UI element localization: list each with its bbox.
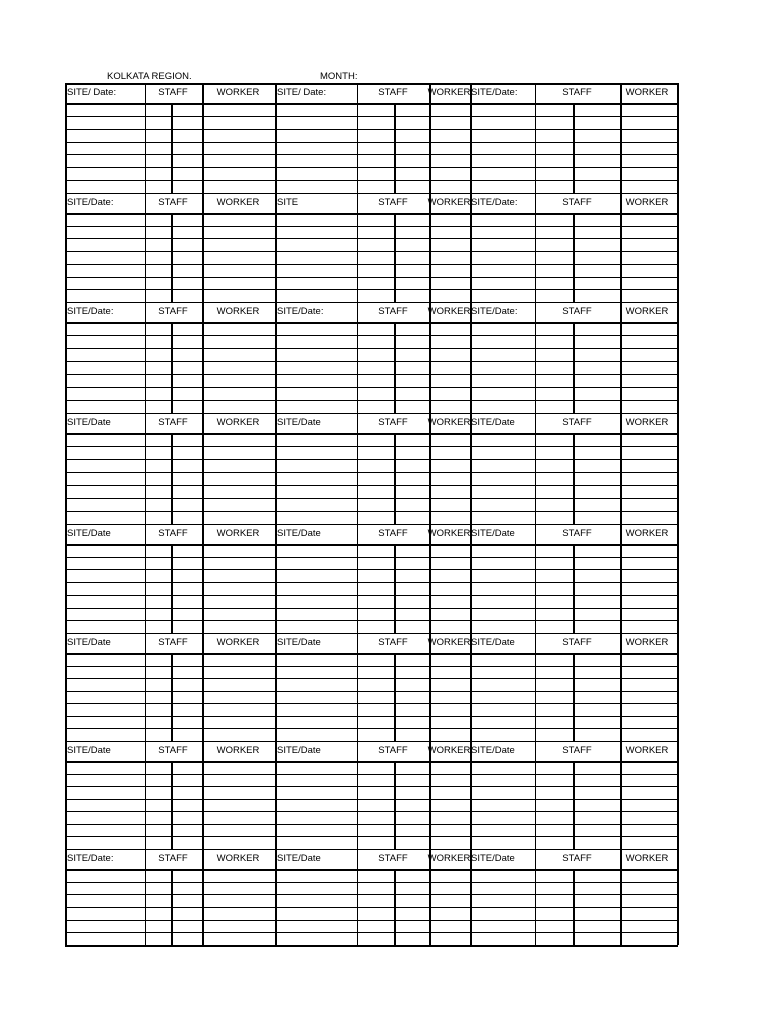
column-header: SITE/Date:	[471, 87, 518, 98]
grid-line	[65, 180, 678, 181]
column-header: WORKER	[216, 528, 260, 539]
grid-line	[171, 544, 173, 633]
grid-line	[65, 666, 678, 667]
grid-line	[171, 761, 173, 849]
grid-line	[394, 544, 396, 633]
month-label: MONTH:	[320, 71, 358, 82]
grid-line	[171, 322, 173, 413]
column-header: STAFF	[378, 197, 408, 208]
grid-line	[65, 728, 678, 729]
column-header: STAFF	[562, 417, 592, 428]
grid-line	[65, 774, 678, 775]
column-header: SITE/Date	[277, 528, 321, 539]
grid-line	[65, 459, 678, 460]
grid-line	[65, 264, 678, 265]
grid-line	[65, 691, 678, 692]
column-header: SITE/ Date:	[277, 87, 327, 98]
grid-line	[65, 251, 678, 252]
column-header: WORKER	[625, 306, 669, 317]
column-header: SITE/Date	[471, 853, 515, 864]
column-header: WORKER	[625, 745, 669, 756]
grid-line	[65, 322, 678, 324]
grid-line	[394, 213, 396, 302]
grid-line	[573, 213, 575, 302]
grid-line	[65, 226, 678, 227]
column-header: STAFF	[378, 87, 408, 98]
column-header: WORKER	[216, 745, 260, 756]
grid-line	[65, 761, 678, 763]
column-header: STAFF	[562, 87, 592, 98]
column-header: STAFF	[378, 637, 408, 648]
column-header: WORKER	[216, 853, 260, 864]
grid-line	[65, 498, 678, 499]
grid-line	[65, 335, 678, 336]
column-header: WORKER	[216, 306, 260, 317]
grid-line	[65, 741, 678, 742]
column-header: STAFF	[378, 528, 408, 539]
column-header: STAFF	[158, 637, 188, 648]
grid-line	[65, 524, 678, 525]
grid-line	[65, 633, 678, 634]
column-header: WORKER	[216, 87, 260, 98]
grid-line	[65, 932, 678, 933]
grid-line	[394, 869, 396, 945]
column-header: STAFF	[158, 528, 188, 539]
column-header: WORKER	[625, 528, 669, 539]
column-header: SITE/Date	[277, 637, 321, 648]
grid-line	[65, 154, 678, 155]
column-header: STAFF	[158, 853, 188, 864]
column-header: SITE/Date	[277, 745, 321, 756]
grid-line	[65, 920, 678, 921]
region-label: KOLKATA REGION.	[107, 71, 192, 82]
grid-line	[65, 485, 678, 486]
grid-line	[65, 289, 678, 290]
grid-line	[65, 653, 678, 655]
column-header: STAFF	[562, 528, 592, 539]
column-header: WORKER	[427, 528, 471, 539]
grid-line	[65, 511, 678, 512]
grid-line	[65, 557, 678, 558]
column-header: SITE/Date:	[67, 197, 114, 208]
column-header: STAFF	[378, 417, 408, 428]
column-header: WORKER	[625, 417, 669, 428]
column-header: WORKER	[427, 637, 471, 648]
grid-line	[573, 653, 575, 741]
grid-line	[171, 653, 173, 741]
grid-line	[65, 361, 678, 362]
grid-line	[65, 703, 678, 704]
grid-line	[65, 945, 678, 947]
grid-line	[65, 786, 678, 787]
column-header: SITE/ Date:	[67, 87, 117, 98]
column-header: STAFF	[158, 745, 188, 756]
column-header: SITE/Date:	[471, 306, 518, 317]
column-header: STAFF	[378, 745, 408, 756]
grid-line	[394, 761, 396, 849]
column-header: SITE/Date:	[277, 306, 324, 317]
grid-line	[65, 716, 678, 717]
grid-line	[65, 103, 678, 105]
column-header: WORKER	[427, 197, 471, 208]
grid-line	[65, 400, 678, 401]
grid-line	[65, 413, 678, 414]
column-header: SITE	[277, 197, 299, 208]
column-header: SITE/Date	[67, 417, 111, 428]
grid-line	[65, 595, 678, 596]
grid-line	[65, 167, 678, 168]
grid-line	[65, 238, 678, 239]
grid-line	[171, 103, 173, 193]
column-header: SITE/Date	[67, 528, 111, 539]
grid-line	[573, 761, 575, 849]
grid-line	[65, 569, 678, 570]
column-header: WORKER	[427, 87, 471, 98]
grid-line	[573, 433, 575, 524]
grid-line	[171, 869, 173, 945]
column-header: STAFF	[562, 637, 592, 648]
column-header: STAFF	[562, 306, 592, 317]
column-header: SITE/Date:	[67, 306, 114, 317]
grid-line	[65, 582, 678, 583]
column-header: WORKER	[427, 853, 471, 864]
grid-line	[65, 374, 678, 375]
grid-line	[65, 811, 678, 812]
grid-line	[65, 849, 678, 850]
grid-line	[65, 869, 678, 871]
column-header: STAFF	[158, 197, 188, 208]
grid-line	[65, 678, 678, 679]
column-header: WORKER	[625, 87, 669, 98]
column-header: SITE/Date:	[471, 197, 518, 208]
column-header: STAFF	[562, 197, 592, 208]
grid-line	[65, 387, 678, 388]
grid-line	[65, 142, 678, 143]
column-header: STAFF	[378, 306, 408, 317]
column-header: STAFF	[158, 417, 188, 428]
grid-line	[65, 836, 678, 837]
column-header: STAFF	[562, 745, 592, 756]
column-header: WORKER	[625, 853, 669, 864]
column-header: SITE/Date	[67, 637, 111, 648]
grid-line	[171, 433, 173, 524]
grid-line	[171, 213, 173, 302]
column-header: STAFF	[158, 87, 188, 98]
column-header: SITE/Date	[471, 417, 515, 428]
column-header: WORKER	[216, 197, 260, 208]
column-header: WORKER	[625, 637, 669, 648]
column-header: SITE/Date	[67, 745, 111, 756]
grid-line	[65, 193, 678, 194]
column-header: SITE/Date	[277, 417, 321, 428]
grid-line	[65, 302, 678, 303]
column-header: WORKER	[427, 306, 471, 317]
grid-line	[65, 799, 678, 800]
column-header: WORKER	[216, 417, 260, 428]
grid-line	[394, 103, 396, 193]
grid-line	[65, 116, 678, 117]
grid-line	[65, 608, 678, 609]
column-header: WORKER	[625, 197, 669, 208]
column-header: WORKER	[216, 637, 260, 648]
grid-line	[394, 653, 396, 741]
column-header: STAFF	[562, 853, 592, 864]
grid-line	[65, 213, 678, 215]
column-header: SITE/Date	[277, 853, 321, 864]
column-header: SITE/Date:	[67, 853, 114, 864]
grid-line	[65, 907, 678, 908]
column-header: SITE/Date	[471, 745, 515, 756]
column-header: STAFF	[158, 306, 188, 317]
grid-line	[65, 83, 678, 85]
grid-line	[65, 882, 678, 883]
column-header: WORKER	[427, 417, 471, 428]
grid-line	[65, 472, 678, 473]
grid-line	[65, 277, 678, 278]
grid-line	[65, 824, 678, 825]
grid-line	[573, 869, 575, 945]
grid-line	[65, 433, 678, 435]
column-header: STAFF	[378, 853, 408, 864]
grid-line	[394, 322, 396, 413]
grid-line	[65, 894, 678, 895]
grid-line	[573, 103, 575, 193]
grid-line	[65, 348, 678, 349]
grid-line	[65, 129, 678, 130]
column-header: SITE/Date	[471, 637, 515, 648]
grid-line	[65, 620, 678, 621]
grid-line	[65, 446, 678, 447]
grid-line	[65, 544, 678, 546]
column-header: WORKER	[427, 745, 471, 756]
grid-line	[573, 544, 575, 633]
grid-line	[394, 433, 396, 524]
grid-line	[573, 322, 575, 413]
column-header: SITE/Date	[471, 528, 515, 539]
